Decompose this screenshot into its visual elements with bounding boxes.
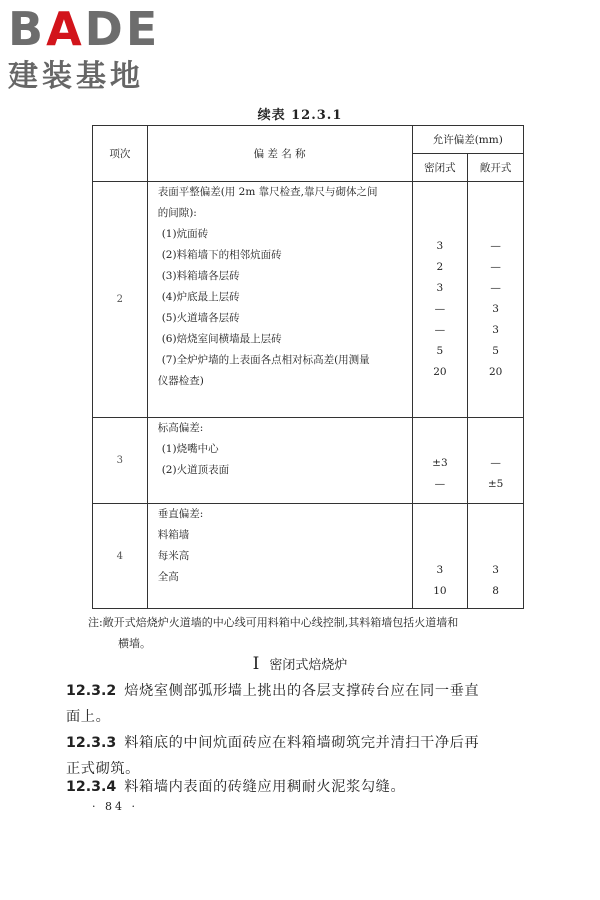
table-row [93, 182, 524, 418]
closed-type-value [413, 383, 468, 404]
closed-type-value: — [434, 478, 446, 490]
closed-type-value: ±3 [432, 457, 448, 469]
clause [66, 678, 536, 730]
open-type-value: 20 [488, 366, 503, 378]
deviation-description-cell [147, 182, 412, 418]
deviation-item-text: (2)火道顶表面 [161, 464, 230, 476]
deviation-item-text: 料箱墙 [157, 529, 190, 541]
closed-value-cell [412, 418, 468, 504]
deviation-item-text: (6)焙烧室间横墙最上层砖 [161, 333, 282, 345]
table-note [88, 612, 528, 654]
header-open-type: 敞开式 [468, 154, 524, 182]
section-title: 密闭式焙烧炉 [269, 658, 348, 673]
closed-type-value [413, 432, 468, 453]
open-type-value [468, 539, 523, 560]
deviation-item-text: (1)烧嘴中心 [161, 443, 219, 455]
closed-type-value: 3 [436, 240, 444, 252]
open-type-value [468, 215, 523, 236]
logo-wordmark: BADE [8, 2, 161, 56]
open-type-value: 3 [492, 564, 499, 576]
closed-type-value: 10 [433, 585, 447, 597]
clause-text: 面上。 [66, 709, 111, 725]
deviation-item-text: 仪器检查) [157, 375, 204, 387]
open-type-value: 3 [492, 324, 499, 336]
open-type-value: 3 [492, 303, 499, 315]
item-number-cell: 2 [93, 182, 148, 418]
open-value-cell [468, 418, 524, 504]
closed-type-value [413, 194, 468, 215]
item-number-cell: 3 [93, 418, 148, 504]
header-deviation-name: 偏 差 名 称 [147, 126, 412, 182]
closed-type-value [413, 215, 468, 236]
table-row [93, 504, 524, 609]
open-type-value: 5 [492, 345, 499, 357]
closed-type-value: 2 [436, 261, 444, 273]
open-type-value: — [490, 240, 501, 252]
header-closed-type: 密闭式 [412, 154, 468, 182]
deviation-item-text: 全高 [157, 571, 179, 583]
open-value-cell [468, 504, 524, 609]
open-type-value [468, 383, 523, 404]
open-type-value: 8 [492, 585, 499, 597]
closed-value-cell [412, 504, 468, 609]
closed-type-value: 3 [436, 282, 444, 294]
deviation-item-text: (1)炕面砖 [161, 228, 209, 240]
deviation-description-cell [147, 418, 412, 504]
closed-type-value: 3 [436, 564, 444, 576]
deviation-item-text: (2)料箱墙下的相邻炕面砖 [161, 249, 282, 261]
clause-number: 12.3.2 [66, 683, 117, 699]
deviation-item-text: (5)火道墙各层砖 [161, 312, 240, 324]
open-type-value: — [490, 261, 501, 273]
clause-number: 12.3.4 [66, 779, 117, 795]
clause-text: 料箱底的中间炕面砖应在料箱墙砌筑完并清扫干净后再 [124, 735, 480, 751]
open-type-value: ±5 [487, 478, 504, 490]
deviation-table [92, 125, 524, 609]
table-caption: 续表 12.3.1 [257, 108, 343, 123]
clause-text: 焙烧室侧部弧形墙上挑出的各层支撑砖台应在同一垂直 [124, 683, 480, 699]
open-value-cell [468, 182, 524, 418]
clause-text: 正式砌筑。 [66, 761, 140, 777]
open-type-value [468, 194, 523, 215]
deviation-description-cell [147, 504, 412, 609]
clause [66, 774, 536, 800]
closed-type-value: 20 [433, 366, 447, 378]
logo-subtitle: 建装基地 [8, 59, 144, 94]
deviation-item-text: (3)料箱墙各层砖 [161, 270, 240, 282]
open-type-value [468, 518, 523, 539]
section-heading [0, 654, 600, 674]
clause-number: 12.3.3 [66, 735, 117, 751]
deviation-item-text: 标高偏差: [157, 422, 204, 434]
deviation-item-text: 垂直偏差: [157, 508, 204, 520]
open-type-value [468, 432, 523, 453]
table-row [93, 418, 524, 504]
open-type-value: — [490, 282, 501, 294]
header-item-no: 项次 [93, 126, 148, 182]
deviation-item-text: (7)全炉炉墙的上表面各点相对标高差(用测量 [161, 354, 370, 366]
item-number-cell: 4 [93, 504, 148, 609]
closed-type-value: — [434, 303, 446, 315]
closed-type-value [413, 539, 468, 560]
clause-text: 料箱墙内表面的砖缝应用稠耐火泥浆勾缝。 [124, 779, 406, 795]
section-roman-numeral: Ⅰ [252, 654, 260, 674]
deviation-item-text: 表面平整偏差(用 2m 靠尺检查,靠尺与砌体之间 [157, 186, 378, 198]
note-line: 注:敞开式焙烧炉火道墙的中心线可用料箱中心线控制,其料箱墙包括火道墙和 [88, 616, 459, 629]
page-number: · 84 · [92, 800, 138, 813]
deviation-item-text: 每米高 [157, 550, 190, 562]
brand-logo [8, 4, 178, 96]
closed-type-value: — [434, 324, 446, 336]
closed-type-value [413, 518, 468, 539]
open-type-value: — [490, 457, 501, 469]
header-allowed-deviation: 允许偏差(mm) [412, 126, 523, 154]
closed-type-value: 5 [436, 345, 444, 357]
deviation-item-text: (4)炉底最上层砖 [161, 291, 240, 303]
deviation-item-text: 的间隙): [157, 207, 197, 219]
note-line: 横墙。 [118, 637, 151, 650]
closed-value-cell [412, 182, 468, 418]
